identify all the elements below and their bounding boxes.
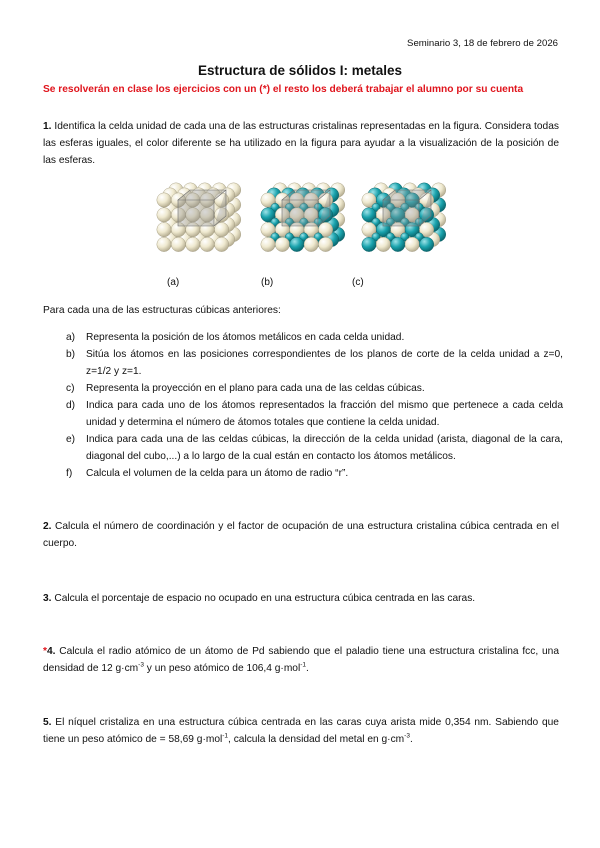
question-number: 1. [43,121,52,132]
list-marker: b) [66,349,76,360]
list-item-text: Sitúa los átomos en las posiciones correspondientes de los planos de corte de la celda unidad a z=0, z=1/2 y z=1. [86,349,563,377]
list-item-text: Indica para cada uno de los átomos representados la fracción del mismo que pertenece a cada celda unidad y determina el número de átomos totales que contiene la celda unidad. [86,400,563,428]
question-2 [43,518,559,552]
teal-atom [290,237,304,251]
cream-atom [157,222,171,236]
list-marker: d) [66,400,76,411]
starred-marker: * [43,646,47,657]
cream-atom [261,237,275,251]
cream-atom [405,237,419,251]
list-item-text: Indica para cada una de las celdas cúbicas, la dirección de la celda unidad (arista, diagonal de la cara, diagonal del cubo,...) a lo largo de la cual están en contacto los átomos metálicos. [86,434,563,462]
cream-atom [214,222,228,236]
instructions-subtitle: Se resolverán en clase los ejercicios con un (*) el resto los deberá trabajar el alumno por su cuenta [43,84,524,95]
cream-atom [304,237,318,251]
list-marker: c) [66,383,75,394]
cream-atom [318,237,332,251]
question-number: 3. [43,593,52,604]
list-item [66,329,563,346]
list-item [66,397,563,431]
figure-label-a: (a) [167,277,180,288]
list-marker: f) [66,468,73,479]
question-1 [43,118,559,169]
question-text: Identifica la celda unidad de cada una de las estructuras cristalinas representadas en la figura. Considera todas las esferas iguales, el color diferente se ha utilizado en la figura para ayudar a la visualización de la posición de las esferas. [43,121,559,166]
question-5 [43,714,559,748]
question-text: Calcula el radio atómico de un átomo de Pd sabiendo que el paladio tiene una estructura cristalina fcc, una densidad de 12 $g\cdot cm^{-3}$ y un peso atómico de 106,4 g·mol$^{-1}$. [43,646,559,674]
cream-atom [157,208,171,222]
list-intro: Para cada una de las estructuras cúbicas anteriores: [43,305,281,316]
list-item [66,465,563,482]
structure-b [261,183,345,252]
teal-atom [419,237,433,251]
cream-atom [200,237,214,251]
figure-label-c: (c) [352,277,364,288]
cream-atom [157,237,171,251]
teal-atom [362,237,376,251]
question-text: Calcula el número de coordinación y el factor de ocupación de una estructura cristalina cúbica centrada en el cuerpo. [43,521,559,549]
question-4 [43,643,559,677]
figure-label-b: (b) [261,277,274,288]
page-title: Estructura de sólidos I: metales [197,63,403,78]
list-item-text: Representa la proyección en el plano para cada una de las celdas cúbicas. [86,383,425,394]
cream-atom [186,237,200,251]
cream-atom [214,237,228,251]
header-date: Seminario 3, 18 de febrero de 2026 [407,38,558,49]
cream-atom [376,237,390,251]
question-number: 4. [46,646,56,657]
structure-c [362,183,446,252]
list-item-text: Representa la posición de los átomos metálicos en cada celda unidad. [86,332,405,343]
cream-atom [171,237,185,251]
list-marker: a) [66,332,76,343]
structure-a [157,183,241,252]
list-marker: e) [66,434,76,445]
question-number: 2. [43,521,52,532]
cream-atom [275,237,289,251]
crystal-structures-figure [152,182,452,262]
question-number: 5. [43,717,52,728]
question-text: Calcula el porcentaje de espacio no ocupado en una estructura cúbica centrada en las caras. [54,593,476,604]
sub-questions-list [66,329,563,482]
list-item [66,431,563,465]
list-item [66,346,563,380]
question-text: El níquel cristaliza en una estructura cúbica centrada en las caras cuya arista mide 0,354 nm. Sabiendo que tiene un peso atómico de = 58,69 g·mol$^{-1}$, calcula la densidad del metal en $g\cdot cm^{-3}$. [43,717,559,745]
list-item-text: Calcula el volumen de la celda para un átomo de radio “r”. [86,468,349,479]
list-item [66,380,563,397]
cream-atom [157,193,171,207]
teal-atom [391,237,405,251]
question-3 [43,590,559,607]
